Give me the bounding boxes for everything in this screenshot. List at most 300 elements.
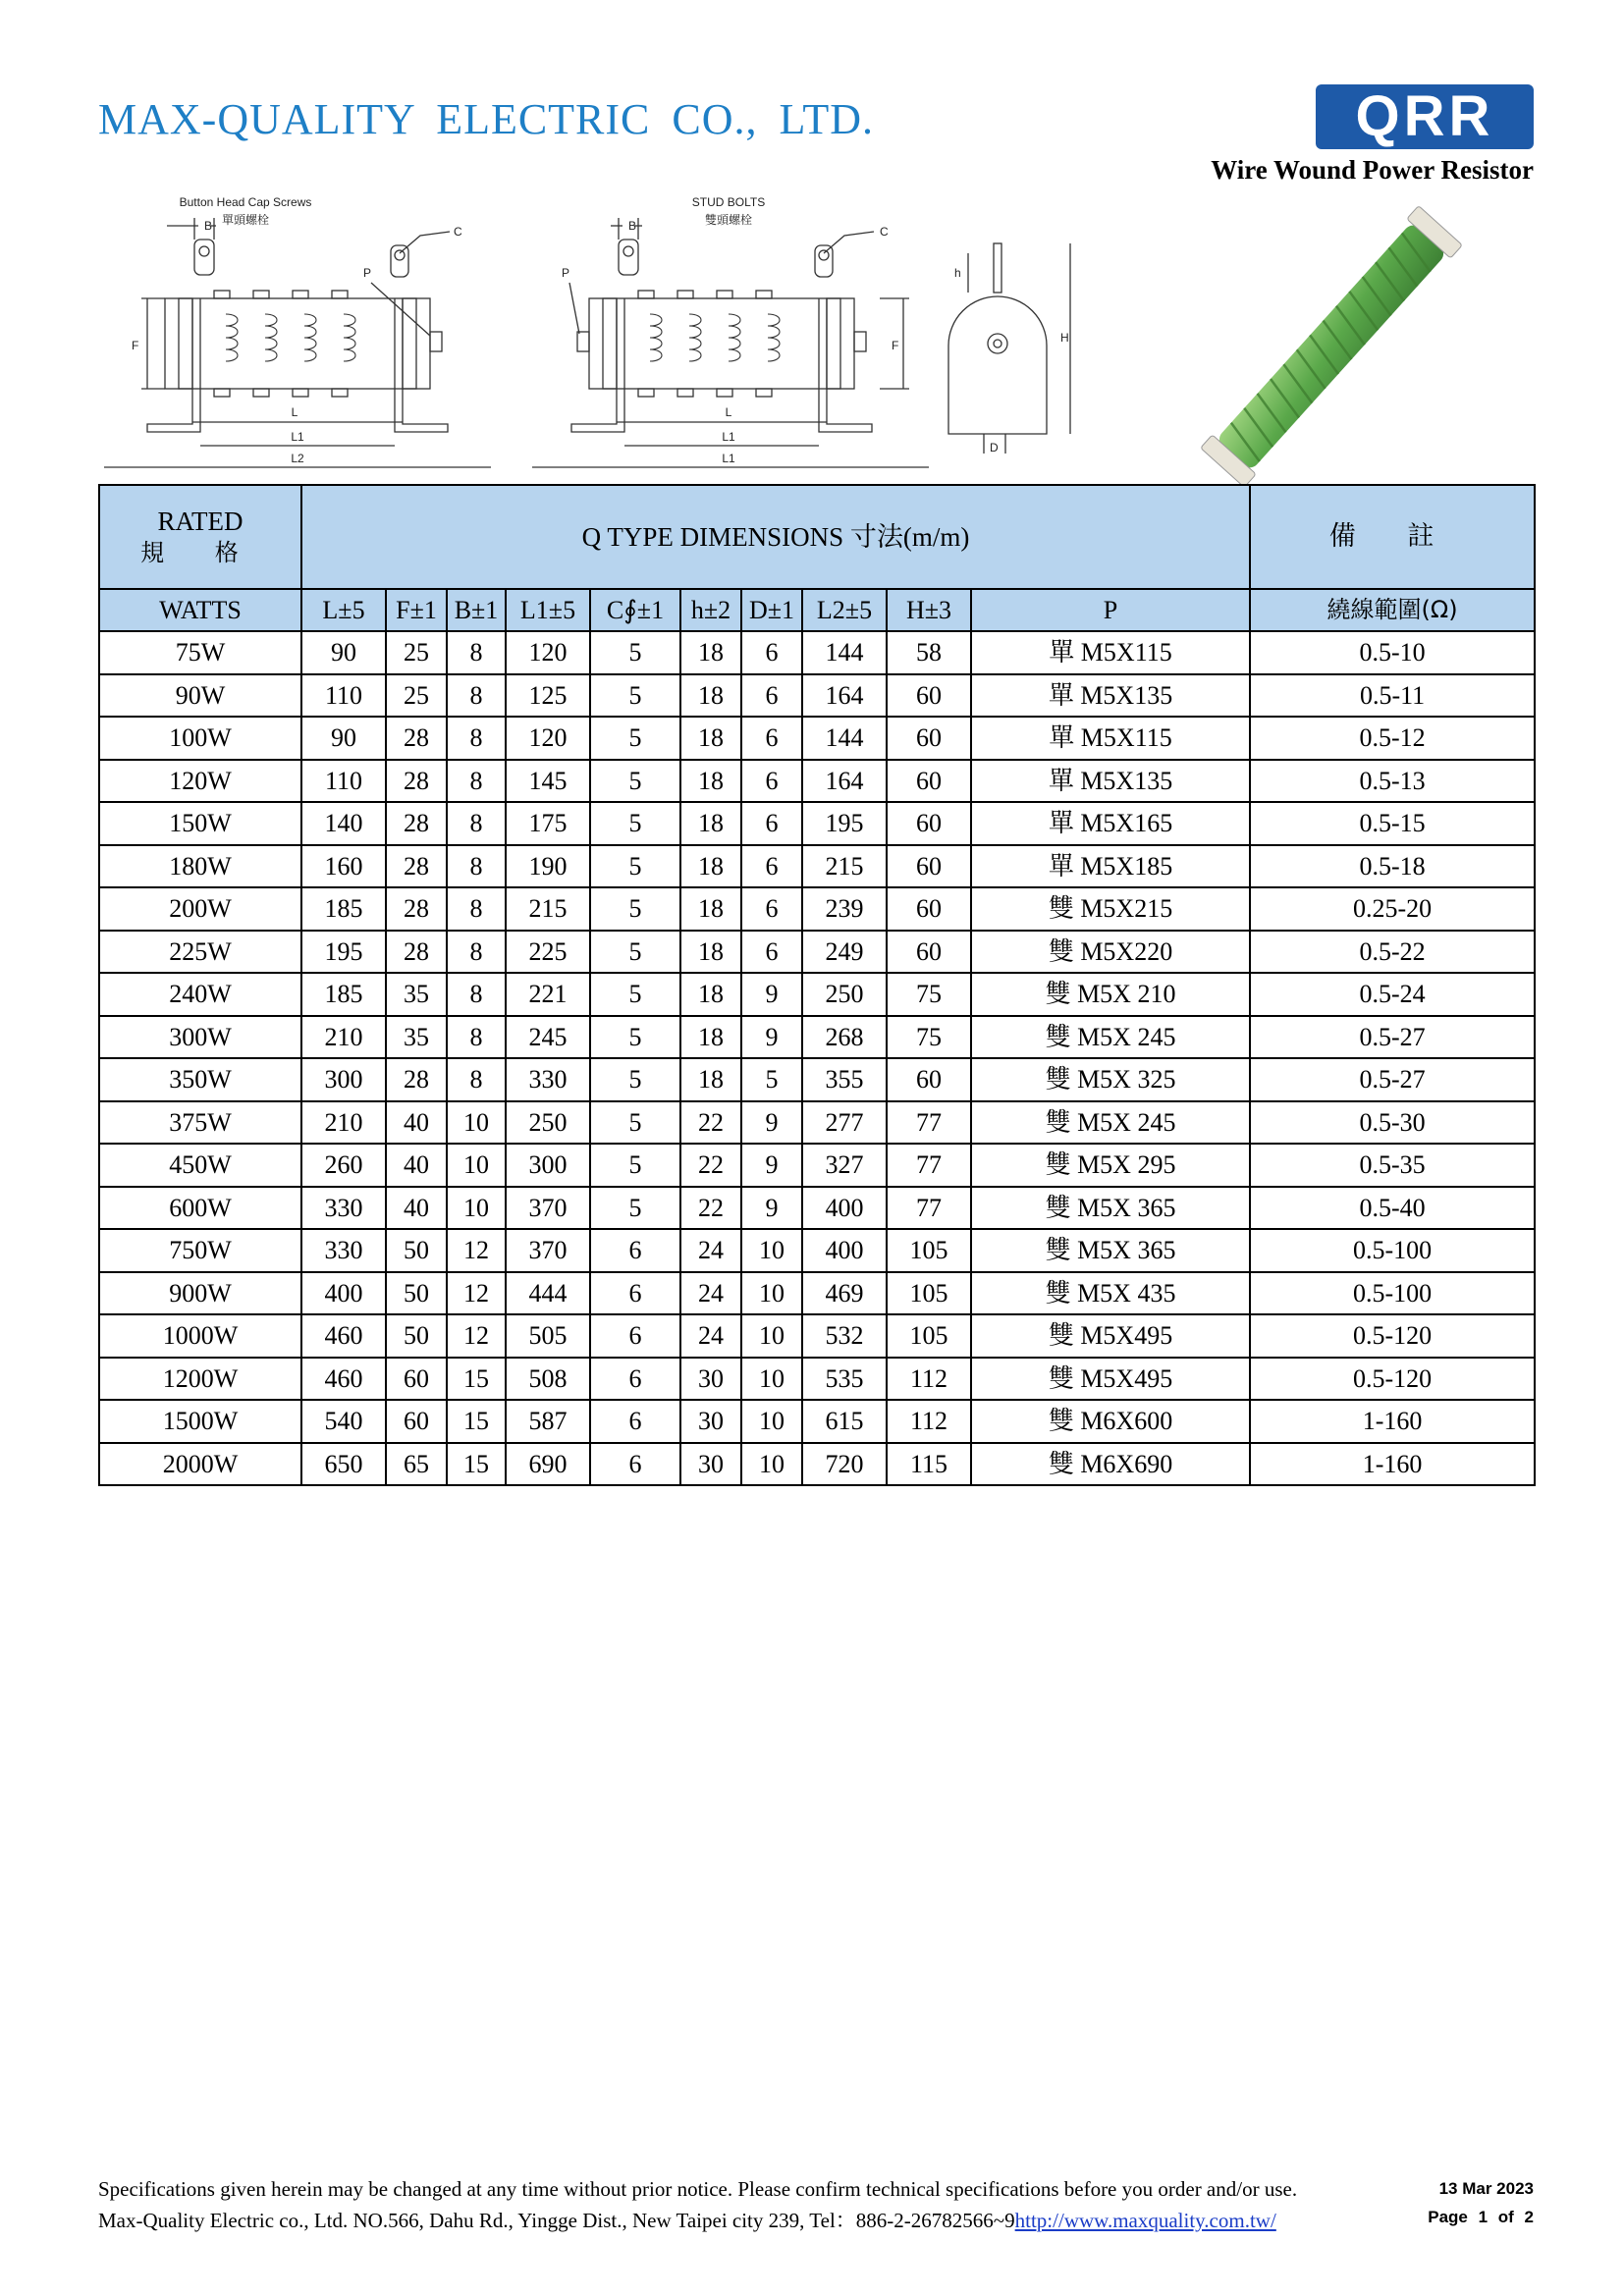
table-cell: 5	[590, 1144, 680, 1187]
table-row	[99, 717, 1535, 760]
table-cell: 0.5-22	[1250, 931, 1535, 974]
table-cell: 0.5-13	[1250, 760, 1535, 803]
table-cell: 28	[386, 802, 447, 845]
table-cell: 105	[887, 1272, 971, 1315]
table-cell: 50	[386, 1314, 447, 1358]
table-cell: 5	[590, 845, 680, 888]
table-cell: 9	[741, 973, 802, 1016]
table-cell: 雙 M5X495	[971, 1358, 1250, 1401]
end-label-h-small: h	[954, 266, 961, 280]
table-cell: 6	[590, 1443, 680, 1486]
table-cell: 195	[802, 802, 887, 845]
table-cell: 0.5-15	[1250, 802, 1535, 845]
column-header: L±5	[301, 589, 386, 631]
table-cell: 200W	[99, 887, 301, 931]
table-cell: 9	[741, 1187, 802, 1230]
table-cell: 5	[590, 631, 680, 674]
table-row	[99, 631, 1535, 674]
table-cell: 22	[680, 1187, 741, 1230]
dimensions-header: Q TYPE DIMENSIONS 寸法(m/m)	[301, 485, 1250, 589]
table-cell: 225W	[99, 931, 301, 974]
table-cell: 60	[887, 845, 971, 888]
table-cell: 50	[386, 1229, 447, 1272]
table-cell: 60	[887, 760, 971, 803]
table-cell: 60	[887, 717, 971, 760]
table-cell: 6	[741, 717, 802, 760]
table-cell: 6	[590, 1229, 680, 1272]
rated-header-en: RATED	[157, 507, 244, 536]
column-header: D±1	[741, 589, 802, 631]
table-cell: 300	[506, 1144, 590, 1187]
table-cell: 300W	[99, 1016, 301, 1059]
table-cell: 30	[680, 1443, 741, 1486]
table-cell: 18	[680, 1016, 741, 1059]
table-cell: 30	[680, 1358, 741, 1401]
website-link[interactable]: http://www.maxquality.com.tw/	[1014, 2209, 1276, 2232]
table-cell: 650	[301, 1443, 386, 1486]
table-cell: 540	[301, 1400, 386, 1443]
table-cell: 0.5-120	[1250, 1358, 1535, 1401]
table-cell: 105	[887, 1229, 971, 1272]
table-cell: 5	[741, 1058, 802, 1101]
table-cell: 75W	[99, 631, 301, 674]
table-row	[99, 674, 1535, 718]
right-drawing-title-cn: 雙頭螺栓	[704, 213, 753, 227]
table-cell: 185	[301, 887, 386, 931]
table-cell: 15	[447, 1400, 506, 1443]
footer-address-text: Max-Quality Electric co., Ltd. NO.566, Dahu Rd., Yingge Dist., New Taipei city 239, Tel：886-2-26782566~9	[98, 2209, 1015, 2232]
table-cell: 0.5-12	[1250, 717, 1535, 760]
table-cell: 18	[680, 802, 741, 845]
table-cell: 6	[590, 1400, 680, 1443]
column-header: H±3	[887, 589, 971, 631]
table-cell: 469	[802, 1272, 887, 1315]
table-cell: 單 M5X115	[971, 631, 1250, 674]
table-cell: 28	[386, 1058, 447, 1101]
product-subtitle: Wire Wound Power Resistor	[1211, 155, 1534, 185]
table-cell: 195	[301, 931, 386, 974]
table-cell: 6	[741, 631, 802, 674]
table-cell: 9	[741, 1016, 802, 1059]
table-cell: 5	[590, 1187, 680, 1230]
table-cell: 雙 M5X 295	[971, 1144, 1250, 1187]
spec-table	[98, 484, 1536, 1486]
table-cell: 雙 M6X690	[971, 1443, 1250, 1486]
table-cell: 18	[680, 845, 741, 888]
table-cell: 532	[802, 1314, 887, 1358]
table-cell: 110	[301, 674, 386, 718]
table-row	[99, 1272, 1535, 1315]
table-cell: 215	[802, 845, 887, 888]
table-cell: 18	[680, 973, 741, 1016]
table-cell: 0.5-18	[1250, 845, 1535, 888]
table-row	[99, 802, 1535, 845]
table-cell: 10	[447, 1101, 506, 1145]
table-cell: 5	[590, 1058, 680, 1101]
table-cell: 164	[802, 674, 887, 718]
left-label-l: L	[291, 405, 298, 419]
table-cell: 0.5-27	[1250, 1016, 1535, 1059]
table-cell: 0.5-24	[1250, 973, 1535, 1016]
table-cell: 6	[741, 674, 802, 718]
table-cell: 40	[386, 1101, 447, 1145]
table-cell: 210	[301, 1016, 386, 1059]
table-cell: 5	[590, 887, 680, 931]
table-cell: 12	[447, 1229, 506, 1272]
table-cell: 508	[506, 1358, 590, 1401]
table-cell: 28	[386, 931, 447, 974]
table-row	[99, 845, 1535, 888]
left-drawing-title: Button Head Cap Screws	[179, 195, 312, 209]
table-cell: 18	[680, 631, 741, 674]
table-cell: 60	[386, 1400, 447, 1443]
end-view-drawing	[948, 243, 1070, 454]
table-cell: 110	[301, 760, 386, 803]
table-cell: 6	[741, 760, 802, 803]
table-cell: 0.25-20	[1250, 887, 1535, 931]
table-cell: 8	[447, 717, 506, 760]
table-cell: 90W	[99, 674, 301, 718]
table-cell: 145	[506, 760, 590, 803]
table-cell: 370	[506, 1229, 590, 1272]
table-cell: 10	[741, 1400, 802, 1443]
table-row	[99, 1358, 1535, 1401]
table-cell: 6	[741, 845, 802, 888]
table-cell: 5	[590, 674, 680, 718]
table-cell: 60	[386, 1358, 447, 1401]
table-cell: 9	[741, 1144, 802, 1187]
table-cell: 2000W	[99, 1443, 301, 1486]
table-cell: 18	[680, 717, 741, 760]
table-cell: 10	[741, 1272, 802, 1315]
table-cell: 28	[386, 887, 447, 931]
table-cell: 6	[590, 1314, 680, 1358]
table-cell: 180W	[99, 845, 301, 888]
table-cell: 400	[802, 1229, 887, 1272]
table-cell: 300	[301, 1058, 386, 1101]
table-cell: 雙 M5X 245	[971, 1016, 1250, 1059]
table-cell: 8	[447, 887, 506, 931]
table-cell: 雙 M5X 365	[971, 1187, 1250, 1230]
table-row	[99, 1314, 1535, 1358]
table-cell: 35	[386, 973, 447, 1016]
table-cell: 8	[447, 931, 506, 974]
column-header: h±2	[680, 589, 741, 631]
table-cell: 210	[301, 1101, 386, 1145]
table-cell: 18	[680, 931, 741, 974]
table-cell: 28	[386, 760, 447, 803]
table-cell: 18	[680, 674, 741, 718]
table-cell: 1-160	[1250, 1443, 1535, 1486]
table-cell: 330	[301, 1187, 386, 1230]
table-cell: 8	[447, 631, 506, 674]
table-cell: 8	[447, 1016, 506, 1059]
table-cell: 0.5-35	[1250, 1144, 1535, 1187]
table-cell: 5	[590, 802, 680, 845]
table-cell: 1500W	[99, 1400, 301, 1443]
table-row	[99, 1187, 1535, 1230]
table-cell: 8	[447, 760, 506, 803]
table-cell: 327	[802, 1144, 887, 1187]
table-cell: 460	[301, 1314, 386, 1358]
table-cell: 10	[741, 1443, 802, 1486]
column-header: WATTS	[99, 589, 301, 631]
table-cell: 5	[590, 1101, 680, 1145]
table-cell: 400	[802, 1187, 887, 1230]
stud-bolt-drawing	[532, 195, 929, 467]
table-cell: 雙 M5X215	[971, 887, 1250, 931]
table-cell: 350W	[99, 1058, 301, 1101]
table-cell: 0.5-100	[1250, 1272, 1535, 1315]
table-cell: 8	[447, 802, 506, 845]
table-row	[99, 1443, 1535, 1486]
table-cell: 75	[887, 973, 971, 1016]
column-header: P	[971, 589, 1250, 631]
table-cell: 1000W	[99, 1314, 301, 1358]
rated-header-cn: 規 格	[140, 539, 260, 566]
table-cell: 221	[506, 973, 590, 1016]
table-cell: 0.5-10	[1250, 631, 1535, 674]
table-cell: 15	[447, 1358, 506, 1401]
table-cell: 90	[301, 631, 386, 674]
footer-disclaimer: Specifications given herein may be changed at any time without prior notice. Please confirm technical specifications before you order and/or use.	[98, 2177, 1298, 2201]
table-cell: 6	[590, 1358, 680, 1401]
table-cell: 60	[887, 931, 971, 974]
table-cell: 35	[386, 1016, 447, 1059]
table-cell: 115	[887, 1443, 971, 1486]
table-cell: 28	[386, 845, 447, 888]
table-cell: 900W	[99, 1272, 301, 1315]
table-cell: 單 M5X135	[971, 674, 1250, 718]
right-label-l: L	[725, 405, 732, 419]
table-header-row	[99, 485, 1535, 589]
qrr-logo: QRR	[1316, 84, 1534, 149]
table-cell: 175	[506, 802, 590, 845]
table-cell: 505	[506, 1314, 590, 1358]
table-cell: 77	[887, 1187, 971, 1230]
table-cell: 40	[386, 1187, 447, 1230]
table-row	[99, 1058, 1535, 1101]
column-header: F±1	[386, 589, 447, 631]
table-cell: 8	[447, 1058, 506, 1101]
table-cell: 185	[301, 973, 386, 1016]
table-cell: 60	[887, 887, 971, 931]
table-row	[99, 760, 1535, 803]
table-cell: 190	[506, 845, 590, 888]
table-cell: 105	[887, 1314, 971, 1358]
table-row	[99, 1144, 1535, 1187]
right-label-l1b: L1	[722, 452, 735, 465]
table-cell: 25	[386, 674, 447, 718]
end-label-h: H	[1060, 331, 1069, 345]
column-header: 繞線範圍(Ω)	[1250, 589, 1535, 631]
table-cell: 6	[590, 1272, 680, 1315]
table-cell: 單 M5X135	[971, 760, 1250, 803]
table-cell: 0.5-40	[1250, 1187, 1535, 1230]
table-cell: 5	[590, 1016, 680, 1059]
company-name: MAX-QUALITY ELECTRIC CO., LTD.	[98, 95, 875, 143]
table-cell: 雙 M5X 245	[971, 1101, 1250, 1145]
footer-address	[98, 2205, 1276, 2234]
column-header: L2±5	[802, 589, 887, 631]
table-cell: 40	[386, 1144, 447, 1187]
table-cell: 600W	[99, 1187, 301, 1230]
remarks-header: 備 註	[1250, 485, 1535, 589]
table-cell: 140	[301, 802, 386, 845]
table-cell: 77	[887, 1144, 971, 1187]
table-cell: 5	[590, 760, 680, 803]
table-cell: 5	[590, 717, 680, 760]
table-cell: 239	[802, 887, 887, 931]
table-cell: 120	[506, 717, 590, 760]
table-cell: 雙 M6X600	[971, 1400, 1250, 1443]
table-cell: 50	[386, 1272, 447, 1315]
table-cell: 268	[802, 1016, 887, 1059]
table-cell: 6	[741, 802, 802, 845]
column-header: B±1	[447, 589, 506, 631]
right-drawing-title: STUD BOLTS	[691, 195, 766, 209]
table-cell: 615	[802, 1400, 887, 1443]
table-cell: 雙 M5X 435	[971, 1272, 1250, 1315]
table-cell: 0.5-11	[1250, 674, 1535, 718]
table-cell: 10	[447, 1144, 506, 1187]
table-cell: 100W	[99, 717, 301, 760]
right-label-c: C	[880, 225, 889, 239]
table-row	[99, 1229, 1535, 1272]
footer-date: 13 Mar 2023	[1438, 2179, 1534, 2198]
table-cell: 450W	[99, 1144, 301, 1187]
table-row	[99, 973, 1535, 1016]
right-label-f: F	[892, 339, 899, 352]
table-cell: 720	[802, 1443, 887, 1486]
table-cell: 164	[802, 760, 887, 803]
column-header: C∮±1	[590, 589, 680, 631]
rated-header	[99, 485, 301, 589]
table-cell: 8	[447, 674, 506, 718]
table-cell: 77	[887, 1101, 971, 1145]
table-cell: 144	[802, 631, 887, 674]
table-cell: 0.5-120	[1250, 1314, 1535, 1358]
table-cell: 24	[680, 1272, 741, 1315]
table-cell: 250	[506, 1101, 590, 1145]
table-cell: 125	[506, 674, 590, 718]
table-cell: 58	[887, 631, 971, 674]
table-cell: 1-160	[1250, 1400, 1535, 1443]
button-head-drawing	[104, 195, 491, 467]
table-cell: 375W	[99, 1101, 301, 1145]
table-cell: 雙 M5X220	[971, 931, 1250, 974]
table-cell: 雙 M5X495	[971, 1314, 1250, 1358]
left-label-l1: L1	[291, 430, 304, 444]
table-cell: 112	[887, 1358, 971, 1401]
table-cell: 249	[802, 931, 887, 974]
table-cell: 250	[802, 973, 887, 1016]
table-cell: 22	[680, 1101, 741, 1145]
right-label-l1a: L1	[722, 430, 735, 444]
table-cell: 260	[301, 1144, 386, 1187]
table-cell: 6	[741, 887, 802, 931]
left-label-f: F	[132, 339, 139, 352]
table-cell: 30	[680, 1400, 741, 1443]
table-cell: 60	[887, 674, 971, 718]
table-cell: 535	[802, 1358, 887, 1401]
table-cell: 750W	[99, 1229, 301, 1272]
table-cell: 245	[506, 1016, 590, 1059]
middle-label-p: P	[562, 266, 570, 280]
column-header-row	[99, 589, 1535, 631]
footer-page-number: Page 1 of 2	[1428, 2208, 1534, 2226]
left-drawing-title-cn: 單頭螺栓	[221, 213, 270, 227]
table-cell: 10	[741, 1358, 802, 1401]
right-label-b: B	[628, 219, 637, 233]
table-cell: 9	[741, 1101, 802, 1145]
table-cell: 24	[680, 1314, 741, 1358]
table-cell: 65	[386, 1443, 447, 1486]
left-label-l2: L2	[291, 452, 304, 465]
table-cell: 160	[301, 845, 386, 888]
table-cell: 雙 M5X 365	[971, 1229, 1250, 1272]
table-cell: 144	[802, 717, 887, 760]
table-cell: 370	[506, 1187, 590, 1230]
table-cell: 15	[447, 1443, 506, 1486]
table-cell: 0.5-27	[1250, 1058, 1535, 1101]
table-cell: 355	[802, 1058, 887, 1101]
table-cell: 90	[301, 717, 386, 760]
table-cell: 225	[506, 931, 590, 974]
left-label-p: P	[363, 266, 372, 280]
table-cell: 18	[680, 1058, 741, 1101]
table-cell: 單 M5X185	[971, 845, 1250, 888]
table-cell: 雙 M5X 325	[971, 1058, 1250, 1101]
table-cell: 60	[887, 1058, 971, 1101]
table-cell: 277	[802, 1101, 887, 1145]
table-cell: 120W	[99, 760, 301, 803]
table-row	[99, 931, 1535, 974]
table-cell: 0.5-100	[1250, 1229, 1535, 1272]
table-cell: 24	[680, 1229, 741, 1272]
table-cell: 18	[680, 760, 741, 803]
table-row	[99, 887, 1535, 931]
table-row	[99, 1016, 1535, 1059]
left-label-c: C	[454, 225, 462, 239]
table-cell: 460	[301, 1358, 386, 1401]
table-cell: 10	[741, 1229, 802, 1272]
table-cell: 8	[447, 845, 506, 888]
table-cell: 120	[506, 631, 590, 674]
table-cell: 8	[447, 973, 506, 1016]
table-cell: 單 M5X165	[971, 802, 1250, 845]
table-cell: 10	[741, 1314, 802, 1358]
table-cell: 330	[301, 1229, 386, 1272]
table-row	[99, 1101, 1535, 1145]
table-cell: 240W	[99, 973, 301, 1016]
dimension-drawings	[88, 188, 1080, 483]
table-cell: 215	[506, 887, 590, 931]
end-label-d: D	[990, 441, 999, 454]
table-cell: 587	[506, 1400, 590, 1443]
table-cell: 12	[447, 1314, 506, 1358]
table-cell: 10	[447, 1187, 506, 1230]
table-cell: 690	[506, 1443, 590, 1486]
table-cell: 330	[506, 1058, 590, 1101]
table-cell: 1200W	[99, 1358, 301, 1401]
table-cell: 25	[386, 631, 447, 674]
table-row	[99, 1400, 1535, 1443]
left-label-b: B	[204, 219, 213, 233]
table-cell: 112	[887, 1400, 971, 1443]
table-cell: 單 M5X115	[971, 717, 1250, 760]
table-cell: 6	[741, 931, 802, 974]
